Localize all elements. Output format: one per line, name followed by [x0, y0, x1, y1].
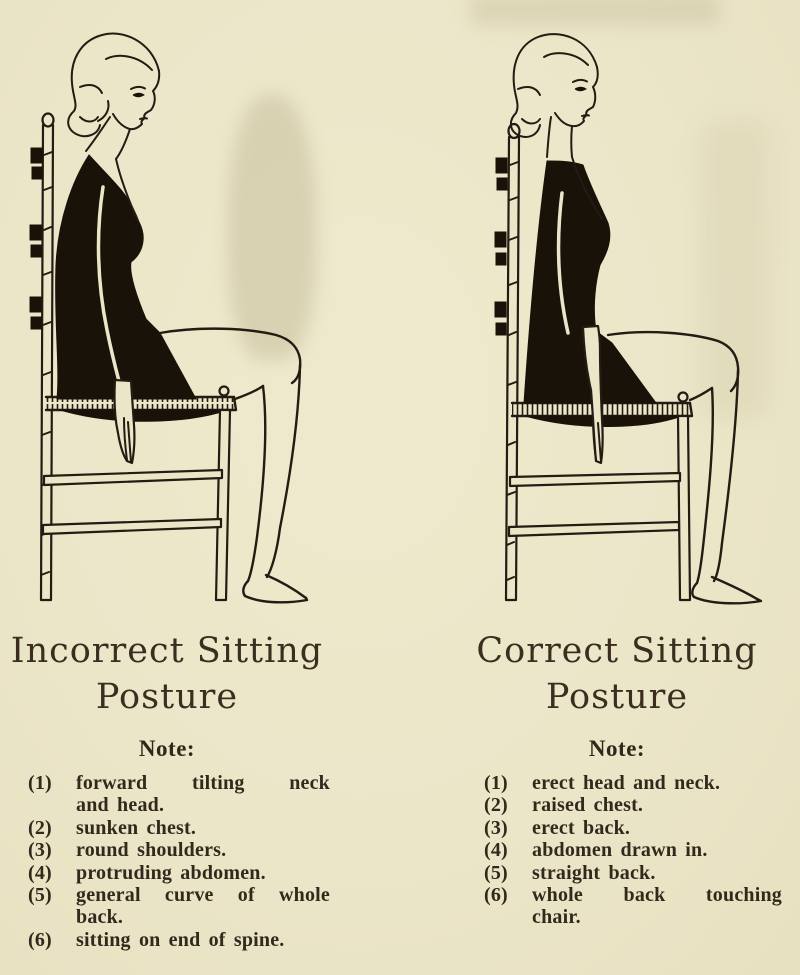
show-through-stain — [470, 0, 720, 26]
note-text: chair. — [532, 906, 581, 929]
note-text: forward tilting neck — [76, 772, 330, 794]
note-text: and head. — [76, 794, 165, 817]
note-item — [484, 862, 782, 884]
column-correct — [452, 628, 782, 929]
woman-slouched — [56, 34, 307, 603]
note-item — [28, 884, 332, 929]
illustration-incorrect-posture — [10, 25, 340, 625]
note-item — [484, 884, 782, 929]
note-text: back. — [76, 906, 124, 929]
note-number: (2) — [484, 794, 508, 817]
note-number: (6) — [28, 928, 52, 951]
note-item — [28, 772, 332, 817]
note-item — [484, 839, 782, 861]
note-label: Note: — [138, 736, 196, 761]
column-incorrect — [2, 628, 332, 951]
caption-line: Incorrect Sitting — [10, 631, 324, 671]
woman-erect — [511, 34, 761, 603]
note-text: round shoulders. — [76, 839, 227, 862]
note-item — [484, 772, 782, 794]
note-number: (1) — [484, 772, 508, 794]
note-item — [28, 817, 332, 839]
note-text: straight back. — [532, 861, 656, 884]
note-text: sitting on end of spine. — [76, 928, 285, 951]
figure-caption — [452, 628, 782, 720]
note-text: abdomen drawn in. — [532, 839, 708, 862]
illustration-correct-posture — [450, 25, 780, 625]
note-text: whole back touching — [532, 884, 782, 907]
note-label: Note: — [588, 736, 646, 761]
note-number: (3) — [28, 839, 52, 862]
note-number: (2) — [28, 816, 52, 839]
note-number: (4) — [484, 839, 508, 862]
note-item — [28, 862, 332, 884]
caption-line: Correct Sitting — [476, 631, 758, 671]
note-list — [484, 772, 782, 929]
note-list — [28, 772, 332, 951]
note-number: (6) — [484, 884, 508, 907]
note-number: (3) — [484, 816, 508, 839]
note-text: sunken chest. — [76, 816, 197, 839]
note-item — [484, 817, 782, 839]
note-text: raised chest. — [532, 794, 644, 817]
note-text: protruding abdomen. — [76, 861, 266, 884]
note-text: erect head and neck. — [532, 772, 721, 794]
note-item — [28, 929, 332, 951]
note-text: erect back. — [532, 816, 631, 839]
caption-line: Posture — [545, 677, 689, 717]
note-number: (4) — [28, 861, 52, 884]
note-number: (5) — [28, 884, 52, 907]
note-text: general curve of whole — [76, 884, 330, 907]
figure-caption — [2, 628, 332, 720]
note-item — [484, 794, 782, 816]
note-number: (5) — [484, 861, 508, 884]
note-item — [28, 839, 332, 861]
note-number: (1) — [28, 772, 52, 794]
caption-line: Posture — [95, 677, 239, 717]
